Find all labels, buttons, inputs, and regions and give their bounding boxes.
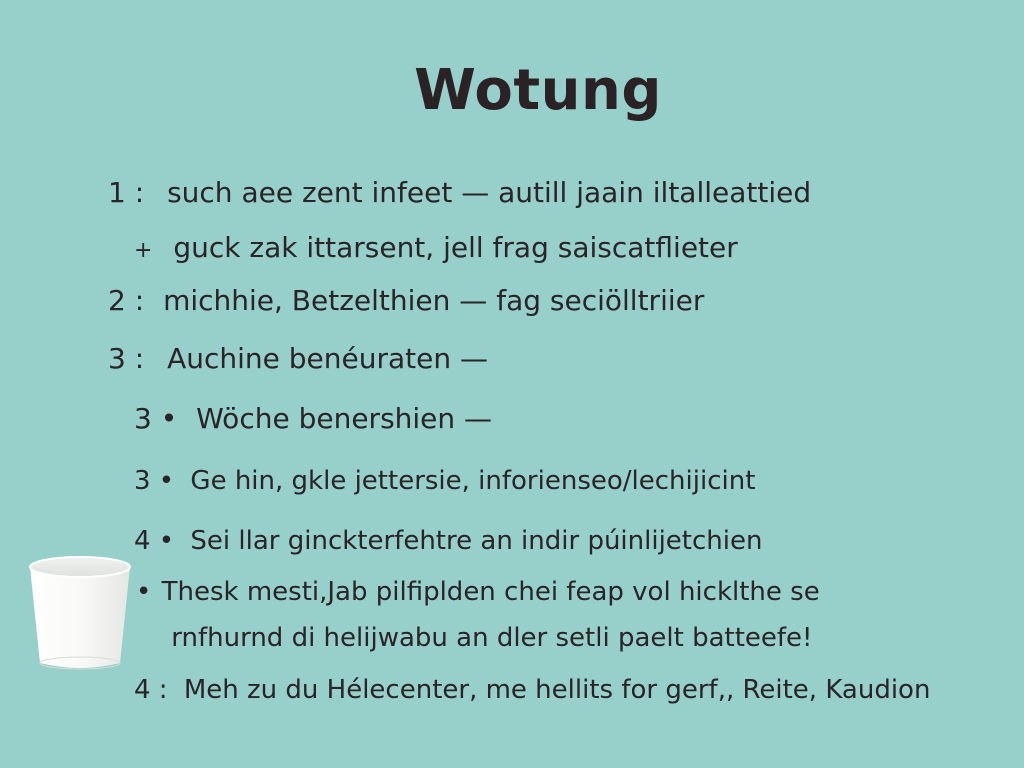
list-item-text: Meh zu du Hélecenter, me hellits for gerf,, Reite, Kaudion	[183, 675, 931, 705]
list-item-text: Ge hin, gkle jettersie, inforienseo/lechijicint	[190, 466, 756, 496]
page-title: Wotung	[414, 58, 662, 123]
list-item	[134, 465, 755, 497]
list-marker: +	[134, 238, 153, 263]
list-item	[108, 177, 811, 209]
list-item-continuation	[163, 622, 812, 654]
paper-cup-icon	[28, 555, 132, 673]
list-marker: 1 :	[108, 176, 145, 209]
list-marker: 4 •	[134, 526, 175, 556]
list-item-text: Sei llar ginckterfehtre an indir púinlijetchien	[190, 526, 763, 556]
list-marker: 3 :	[108, 342, 145, 375]
list-item-text: such aee zent infeet — autill jaain iltalleattied	[167, 176, 812, 209]
list-item	[134, 232, 738, 267]
list-item-text: michhie, Betzelthien — fag seciölltriier	[163, 284, 705, 317]
list-item	[136, 576, 820, 608]
list-item	[108, 343, 488, 375]
list-item	[134, 525, 762, 557]
list-marker: 3 •	[134, 402, 178, 435]
list-item	[108, 285, 704, 317]
list-item-text: Thesk mesti,Jab pilfiplden chei feap vol hicklthe se	[161, 577, 820, 607]
list-marker: •	[136, 577, 152, 607]
list-item	[134, 674, 930, 706]
list-item	[134, 403, 492, 435]
list-marker: 4 :	[134, 675, 168, 705]
list-marker: 2 :	[108, 284, 145, 317]
list-item-text: guck zak ittarsent, jell frag saiscatflieter	[173, 231, 738, 264]
list-item-text: Auchine benéuraten —	[167, 342, 488, 375]
list-marker: 3 •	[134, 466, 175, 496]
list-item-text: Wöche benershien —	[196, 402, 493, 435]
list-item-text: rnfhurnd di helijwabu an dler setli paelt batteefe!	[171, 623, 813, 653]
